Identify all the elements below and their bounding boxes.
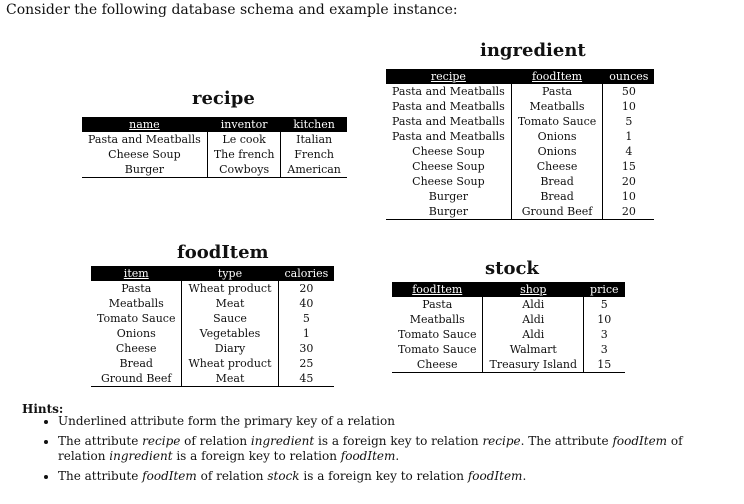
ingredient-column-header: ounces: [603, 69, 655, 84]
table-cell: 45: [278, 371, 334, 387]
stock-column-header: foodItem: [392, 282, 483, 297]
hint-3: [58, 469, 698, 484]
intro-text: Consider the following database schema and example instance:: [6, 2, 458, 18]
table-cell: Pasta and Meatballs: [392, 85, 505, 98]
table-cell: American: [281, 162, 347, 178]
table-row: [386, 159, 654, 174]
table-cell: 20: [603, 204, 655, 220]
hint-3-part: The attribute: [58, 469, 143, 483]
table-cell: Cowboys: [207, 162, 281, 178]
recipe-title: recipe: [192, 88, 255, 109]
table-cell: Onions: [116, 327, 156, 340]
table-cell: Le cook: [207, 132, 281, 147]
table-row: [392, 297, 625, 312]
hint-3-part: of relation: [196, 469, 268, 483]
table-cell: Onions: [511, 129, 602, 144]
recipe-column-header: kitchen: [281, 117, 347, 132]
table-cell: Tomato Sauce: [511, 114, 602, 129]
table-cell: French: [281, 147, 347, 162]
fooditem-column-header: calories: [278, 266, 334, 281]
hint-2-part: The attribute: [58, 434, 143, 448]
table-cell: Cheese Soup: [412, 160, 485, 173]
table-cell: Cheese Soup: [412, 145, 485, 158]
table-row: [82, 132, 347, 147]
table-row: [386, 114, 654, 129]
hints-title: Hints:: [22, 402, 64, 416]
table-cell: Pasta and Meatballs: [392, 100, 505, 113]
table-cell: Cheese: [511, 159, 602, 174]
table-row: [82, 147, 347, 162]
recipe-column-header: name: [82, 117, 207, 132]
table-cell: Aldi: [483, 297, 584, 312]
table-cell: Meatballs: [511, 99, 602, 114]
recipe-column-header: inventor: [207, 117, 281, 132]
table-cell: Bread: [119, 357, 153, 370]
table-cell: 10: [584, 312, 625, 327]
table-cell: Cheese Soup: [108, 148, 181, 161]
table-cell: 1: [278, 326, 334, 341]
fooditem-title: foodItem: [177, 242, 269, 263]
hint-2: [58, 434, 698, 464]
table-cell: 3: [584, 342, 625, 357]
table-cell: Meat: [182, 296, 278, 311]
table-cell: 10: [603, 189, 655, 204]
ingredient-table: [386, 69, 654, 220]
hint-2-rel: ingredient: [250, 434, 315, 448]
hint-2-attr: recipe: [142, 434, 181, 448]
table-cell: Diary: [182, 341, 278, 356]
table-cell: 3: [584, 327, 625, 342]
hint-2-part: of relation: [180, 434, 251, 448]
hints-list: [40, 414, 698, 489]
ingredient-column-header: recipe: [386, 69, 511, 84]
table-row: [386, 84, 654, 99]
stock-title: stock: [485, 258, 539, 279]
hint-2-attr: foodItem: [612, 434, 668, 448]
hint-2-part: .: [395, 449, 400, 463]
hint-2-part: . The attribute: [520, 434, 613, 448]
table-row: [82, 162, 347, 178]
hint-3-rel: stock: [267, 469, 300, 483]
table-cell: 25: [278, 356, 334, 371]
table-cell: 30: [278, 341, 334, 356]
table-row: [386, 189, 654, 204]
table-cell: Onions: [511, 144, 602, 159]
table-row: [392, 327, 625, 342]
table-row: [91, 326, 334, 341]
table-cell: Pasta: [422, 298, 453, 311]
table-row: [392, 357, 625, 373]
hint-3-rel: foodItem: [467, 469, 523, 483]
table-cell: Ground Beef: [511, 204, 602, 220]
stock-column-header: price: [584, 282, 625, 297]
table-row: [392, 312, 625, 327]
table-cell: Pasta and Meatballs: [392, 115, 505, 128]
table-cell: 5: [278, 311, 334, 326]
table-cell: 10: [603, 99, 655, 114]
hint-2-rel: recipe: [482, 434, 521, 448]
table-cell: 50: [603, 84, 655, 99]
table-cell: 20: [603, 174, 655, 189]
table-cell: 20: [278, 281, 334, 296]
table-cell: 1: [603, 129, 655, 144]
table-row: [91, 281, 334, 296]
table-cell: Bread: [511, 174, 602, 189]
table-cell: Burger: [428, 190, 469, 203]
table-cell: Wheat product: [182, 281, 278, 296]
stock-column-header: shop: [483, 282, 584, 297]
table-cell: Cheese: [115, 342, 157, 355]
table-cell: Wheat product: [182, 356, 278, 371]
table-row: [386, 144, 654, 159]
table-row: [91, 341, 334, 356]
table-cell: Pasta and Meatballs: [392, 130, 505, 143]
table-row: [91, 296, 334, 311]
hint-2-rel: ingredient: [109, 449, 173, 463]
hint-2-part: of relation: [58, 434, 683, 463]
hint-2-part: is a foreign key to relation: [172, 449, 341, 463]
stock-table: [392, 282, 625, 373]
table-cell: 5: [603, 114, 655, 129]
table-cell: 15: [584, 357, 625, 373]
table-cell: Bread: [511, 189, 602, 204]
table-cell: Vegetables: [182, 326, 278, 341]
table-cell: Tomato Sauce: [398, 343, 477, 356]
table-cell: Treasury Island: [483, 357, 584, 373]
table-cell: 15: [603, 159, 655, 174]
table-cell: Cheese Soup: [412, 175, 485, 188]
table-cell: Pasta: [511, 84, 602, 99]
table-row: [386, 99, 654, 114]
table-cell: Burger: [428, 205, 469, 218]
fooditem-table: [91, 266, 334, 387]
table-cell: Pasta: [121, 282, 152, 295]
ingredient-column-header: foodItem: [511, 69, 602, 84]
hint-3-part: is a foreign key to relation: [299, 469, 468, 483]
table-cell: Meatballs: [108, 297, 164, 310]
hint-1-text: Underlined attribute form the primary key of a relation: [58, 414, 395, 428]
table-row: [91, 311, 334, 326]
table-cell: 5: [584, 297, 625, 312]
table-cell: Tomato Sauce: [398, 328, 477, 341]
hint-3-part: .: [522, 469, 527, 483]
hint-2-rel: foodItem: [340, 449, 396, 463]
fooditem-column-header: type: [182, 266, 278, 281]
hint-1: [58, 414, 698, 429]
table-cell: Walmart: [483, 342, 584, 357]
table-cell: Tomato Sauce: [97, 312, 176, 325]
hint-3-attr: foodItem: [142, 469, 197, 483]
table-cell: Ground Beef: [100, 372, 172, 385]
table-row: [91, 356, 334, 371]
table-row: [392, 342, 625, 357]
table-cell: Aldi: [483, 312, 584, 327]
table-cell: Italian: [281, 132, 347, 147]
table-cell: 40: [278, 296, 334, 311]
table-cell: Aldi: [483, 327, 584, 342]
table-row: [386, 129, 654, 144]
recipe-table: [82, 117, 347, 178]
table-cell: The french: [207, 147, 281, 162]
table-cell: Burger: [124, 163, 165, 176]
fooditem-column-header: item: [91, 266, 182, 281]
table-row: [386, 174, 654, 189]
table-cell: 4: [603, 144, 655, 159]
table-cell: Pasta and Meatballs: [88, 133, 201, 146]
table-row: [386, 204, 654, 220]
table-cell: Cheese: [416, 358, 458, 371]
table-row: [91, 371, 334, 387]
table-cell: Meat: [182, 371, 278, 387]
hint-2-part: is a foreign key to relation: [314, 434, 483, 448]
table-cell: Sauce: [182, 311, 278, 326]
table-cell: Meatballs: [409, 313, 465, 326]
ingredient-title: ingredient: [480, 40, 586, 61]
